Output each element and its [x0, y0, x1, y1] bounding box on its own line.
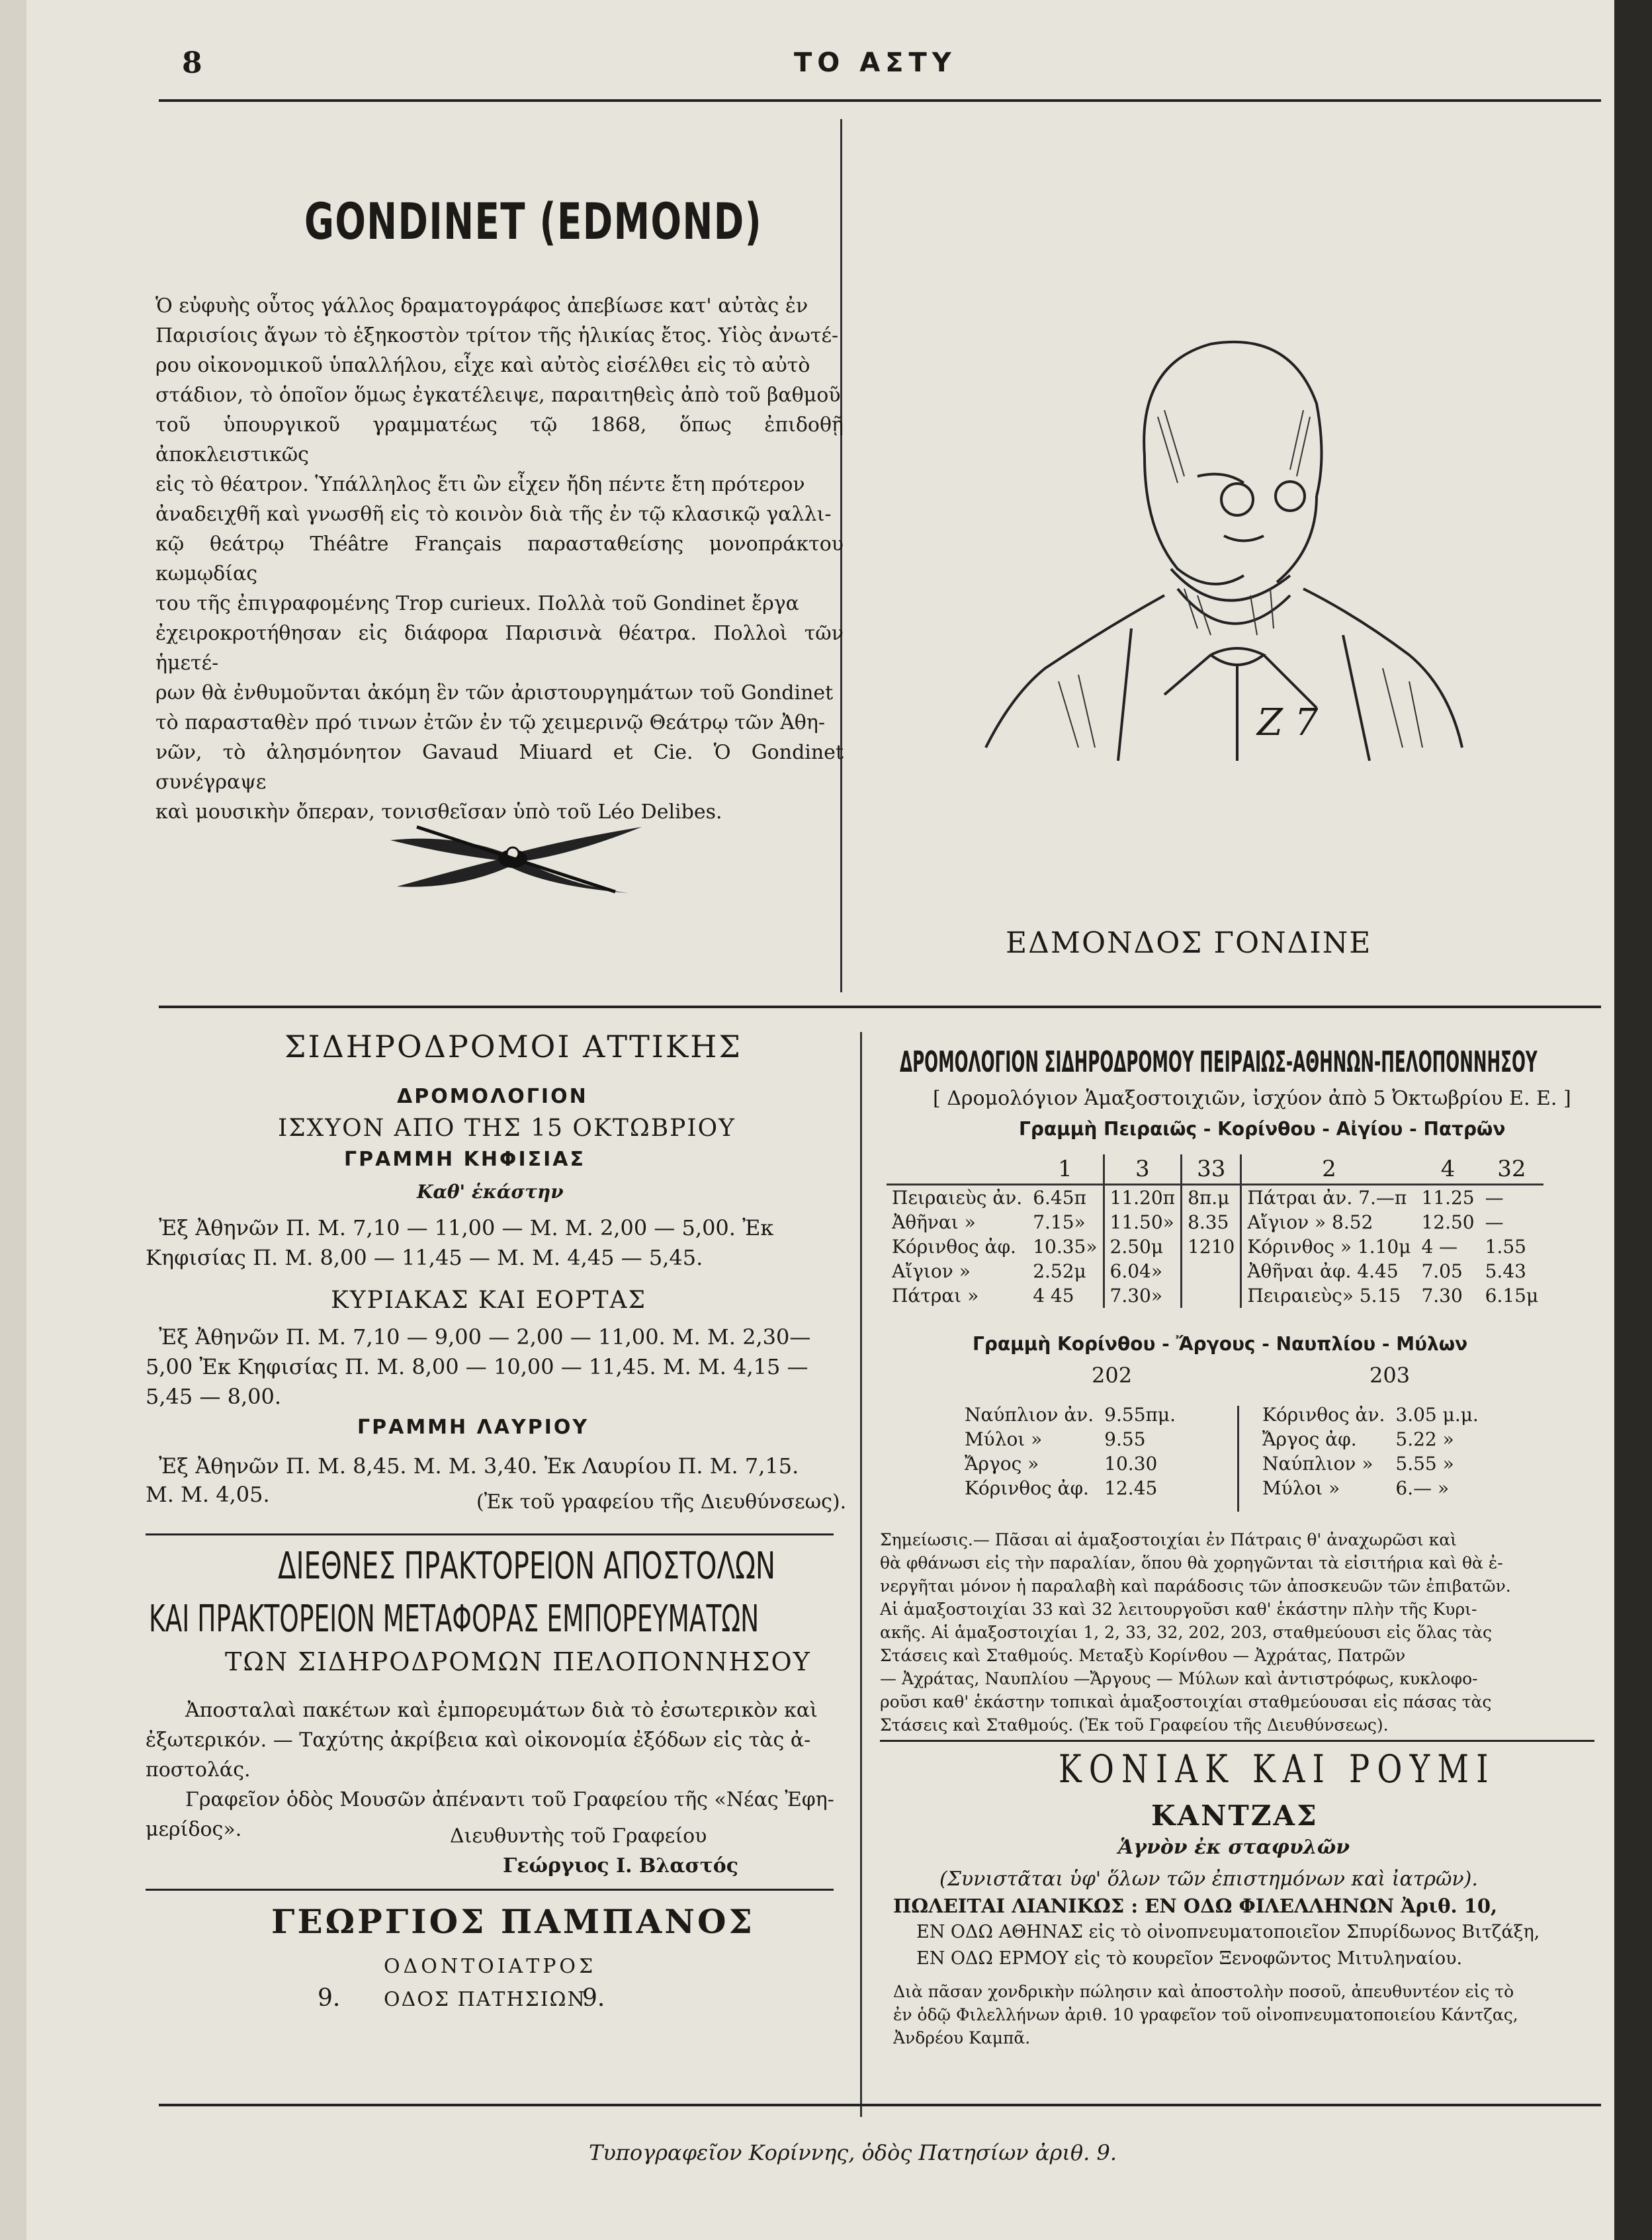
holidays-title: ΚΥΡΙΑΚΑΣ ΚΑΙ ΕΟΡΤΑΣ [331, 1287, 646, 1314]
time-cell: 6.04» [1104, 1259, 1182, 1283]
cognac-sale-line: ΕΝ ΟΔΩ ΑΘΗΝΑΣ εἰς τὸ οἰνοπνευματοποιεῖον Σπυρίδωνος Βιτζάξη, [916, 1922, 1540, 1942]
station-cell: Πειραιεὺς ἀν. [892, 1187, 1023, 1209]
time-cell: 5.22 » [1395, 1428, 1454, 1450]
time-cell: 10.30 [1104, 1453, 1158, 1475]
table-row [1257, 1451, 1484, 1476]
train-203-label: 203 [1369, 1363, 1411, 1388]
cognac-wholesale-line: ἐν ὁδῷ Φιλελλήνων ἀριθ. 10 γραφεῖον τοῦ οἰνοπνευματοποιείου Κάντζας, [893, 2005, 1518, 2024]
agency-director-name: Γεώργιος Ι. Βλαστός [503, 1854, 739, 1877]
note-line: νεργῆται μόνον ἡ παραλαβὴ καὶ παράδοσις τῶν ἀποσκευῶν τῶν ἐπιβατῶν. [880, 1576, 1511, 1596]
corinth-mylon-line-title: Γραμμὴ Κορίνθου - Ἄργους - Ναυπλίου - Μύλων [973, 1333, 1468, 1355]
time-cell: 4 45 [1033, 1285, 1074, 1307]
time-cell: 5.55 » [1395, 1453, 1454, 1475]
time-cell [1182, 1283, 1241, 1308]
scan-edge [1614, 0, 1652, 2240]
time-cell [1182, 1259, 1241, 1283]
time-cell: 8.35 [1182, 1210, 1241, 1234]
table-row [959, 1427, 1181, 1451]
cognac-wholesale-line: Ἀνδρέου Καμπᾶ. [893, 2028, 1031, 2047]
lavrio-line-title: ΓΡΑΜΜΗ ΛΑΥΡΙΟΥ [357, 1416, 589, 1439]
note-line: Στάσεις καὶ Σταθμούς. Μεταξὺ Κορίνθου — Ἀχράτας, Πατρῶν [880, 1646, 1406, 1665]
cognac-sale-line: ΕΝ ΟΔΩ ΕΡΜΟΥ εἰς τὸ κουρεῖον Ξενοφῶντος Μιτυληναίου. [916, 1948, 1463, 1969]
lavrio-source: (Ἐκ τοῦ γραφείου τῆς Διευθύνσεως). [476, 1490, 847, 1514]
article-line: καὶ μουσικὴν ὄπεραν, τονισθεῖσαν ὑπὸ τοῦ Léo Delibes. [155, 800, 722, 824]
cognac-recommend: (Συνιστᾶται ὑφ' ὅλων τῶν ἐπιστημόνων καὶ ἰατρῶν). [939, 1868, 1478, 1891]
note-line: Σημείωσις.— Πᾶσαι αἱ ἁμαξοστοιχίαι ἐν Πάτραις θ' ἀναχωρῶσι καὶ [880, 1530, 1457, 1549]
article-line: ἐχειροκροτήθησαν εἰς διάφορα Παρισινὰ θέατρα. Πολλοὶ τῶν ἡμετέ- [155, 622, 844, 675]
dentist-title: ΟΔΟΝΤΟΙΑΤΡΟΣ [384, 1955, 597, 1978]
attiki-valid: ΙΣΧΥΟΝ ΑΠΟ ΤΗΣ 15 ΟΚΤΩΒΡΙΟΥ [278, 1115, 736, 1142]
time-cell: 3.05 μ.μ. [1395, 1404, 1479, 1426]
note-line: ακῆς. Αἱ ἁμαξοστοιχίαι 1, 2, 33, 32, 202, 203, σταθμεύουσι εἰς ὅλας τὰς [880, 1623, 1493, 1642]
station-cell: Μύλοι » [965, 1428, 1043, 1450]
cognac-brand: ΚΑΝΤΖΑΣ [1151, 1799, 1319, 1832]
portrait-caption: ΕΔΜΟΝΔΟΣ ΓΟΝΔΙΝΕ [1006, 926, 1372, 960]
table-row [959, 1402, 1181, 1427]
corinth-mylon-table-right [1257, 1402, 1484, 1500]
holidays-row: Ἐξ Ἀθηνῶν Π. Μ. 7,10 — 9,00 — 2,00 — 11,00. Μ. Μ. 2,30— [159, 1324, 811, 1350]
cognac-wholesale-line: Διὰ πᾶσαν χονδρικὴν πώλησιν καὶ ἀποστολὴν ποσοῦ, ἀπευθυντέον εἰς τὸ [893, 1982, 1514, 2001]
peloponnese-title: ΔΡΟΜΟΛΟΓΙΟΝ ΣΙΔΗΡΟΔΡΟΜΟΥ ΠΕΙΡΑΙΩΣ-ΑΘΗΝΩΝ-ΠΕΛΟΠΟΝΝΗΣΟΥ [900, 1045, 1538, 1079]
time-cell: — [1485, 1187, 1504, 1209]
station-cell: Ἀθῆναι » [892, 1211, 976, 1233]
insect-ornament-icon [377, 814, 655, 900]
article-line: Παρισίοις ἄγων τὸ ἑξηκοστὸν τρίτον τῆς ἡλικίας ἔτος. Υἱὸς ἀνωτέ- [155, 324, 839, 347]
article-line: κῷ θεάτρῳ Théâtre Français παρασταθείσης μονοπράκτου κωμῳδίας [155, 533, 844, 585]
train-number: 3 [1104, 1154, 1182, 1185]
lavrio-row: Ἐξ Ἀθηνῶν Π. Μ. 8,45. Μ. Μ. 3,40. Ἐκ Λαυρίου Π. Μ. 7,15. [159, 1453, 799, 1479]
newspaper-title: ΤΟ ΑΣΤΥ [794, 48, 957, 78]
notes-rule [880, 1740, 1594, 1742]
article-line: εἰς τὸ θέατρον. Ὑπάλληλος ἔτι ὢν εἶχεν ἤδη πέντε ἔτη πρότερον [155, 473, 805, 496]
table-row [887, 1259, 1543, 1283]
time-cell: 7.15» [1033, 1211, 1086, 1233]
timetable-header-row [887, 1154, 1543, 1185]
note-line: — Ἀχράτας, Ναυπλίου —Ἄργους — Μύλων καὶ ἀντιστρόφως, κυκλοφο- [880, 1669, 1478, 1688]
time-cell: 12.50 [1421, 1211, 1475, 1233]
time-cell: 9.55 [1104, 1428, 1146, 1450]
time-cell: 11.20π [1104, 1185, 1182, 1211]
time-cell: 8π.μ [1182, 1185, 1241, 1211]
table-row [1257, 1402, 1484, 1427]
station-cell: Ἄργος » [965, 1453, 1039, 1475]
article-line: νῶν, τὸ ἀλησμόνητον Gavaud Miuard et Cie. Ὁ Gondinet συνέγραψε [155, 741, 844, 794]
article-line: του τῆς ἐπιγραφομένης Trop curieux. Πολλὰ τοῦ Gondinet ἔργα [155, 592, 799, 615]
agency-rule [146, 1889, 834, 1891]
time-cell: 7.30 [1421, 1285, 1463, 1307]
attiki-subtitle: ΔΡΟΜΟΛΟΓΙΟΝ [397, 1085, 588, 1108]
time-cell: 9.55πμ. [1104, 1404, 1176, 1426]
article-line: ἀναδειχθῆ καὶ γνωσθῆ εἰς τὸ κοινὸν διὰ τῆς ἐν τῷ κλασικῷ γαλλι- [155, 503, 832, 526]
printer-imprint: Τυπογραφεῖον Κορίννης, ὁδὸς Πατησίων ἀριθ. 9. [589, 2140, 1117, 2165]
station-time-cell: Πάτραι ἀν. 7.—π [1241, 1185, 1416, 1211]
article-line: τὸ παρασταθὲν πρό τινων ἐτῶν ἐν τῷ χειμερινῷ Θεάτρῳ τῶν Ἀθη- [155, 711, 825, 734]
note-line: Στάσεις καὶ Σταθμούς. (Ἐκ τοῦ Γραφείου τῆς Διευθύνσεως). [880, 1715, 1389, 1735]
station-cell: Αἴγιον » [892, 1260, 971, 1282]
peloponnese-subtitle: [ Δρομολόγιον Ἁμαξοστοιχιῶν, ἰσχύον ἀπὸ 5 Ὀκτωβρίου Ε. Ε. ] [933, 1087, 1571, 1110]
dentist-name: ΓΕΩΡΓΙΟΣ ΠΑΜΠΑΝΟΣ [271, 1902, 755, 1941]
attiki-rule [146, 1533, 834, 1535]
agency-body: ποστολάς. [146, 1758, 251, 1782]
agency-body: ἐξωτερικόν. — Ταχύτης ἀκρίβεια καὶ οἰκονομία ἐξόδων εἰς τὰς ἀ- [146, 1729, 811, 1752]
article-line: Ὁ εὐφυὴς οὗτος γάλλος δραματογράφος ἀπεβίωσε κατ' αὐτὰς ἐν [155, 294, 808, 318]
note-line: Αἱ ἁμαξοστοιχίαι 33 καὶ 32 λειτουργοῦσι καθ' ἑκάστην πλὴν τῆς Κυρι- [880, 1600, 1477, 1619]
note-line: θὰ φθάνωσι εἰς τὴν παραλίαν, ὅπου θὰ χορηγῶνται τὰ εἰσιτήρια καὶ θὰ ἐ- [880, 1553, 1503, 1572]
time-cell: 12.45 [1104, 1477, 1158, 1499]
time-cell: 10.35» [1033, 1236, 1098, 1258]
time-cell: 2.50μ [1104, 1234, 1182, 1259]
section-rule [159, 1006, 1601, 1008]
kifisia-row: Ἐξ Ἀθηνῶν Π. Μ. 7,10 — 11,00 — Μ. Μ. 2,00 — 5,00. Ἐκ [159, 1215, 774, 1240]
table-row [959, 1476, 1181, 1500]
table-row [887, 1283, 1543, 1308]
station-cell: Κόρινθος ἀφ. [892, 1236, 1016, 1258]
station-cell: Πάτραι » [892, 1285, 979, 1307]
column-divider-bottom [860, 1032, 862, 2117]
article-body [155, 291, 844, 827]
note-line: ροῦσι καθ' ἑκάστην τοπικαὶ ἁμαξοστοιχίαι σταθμεύουσαι εἰς πάσας τὰς [880, 1692, 1492, 1711]
cognac-tagline: Ἁγνὸν ἐκ σταφυλῶν [1118, 1836, 1350, 1859]
lavrio-row: Μ. Μ. 4,05. [146, 1482, 270, 1507]
kifisia-line-title: ΓΡΑΜΜΗ ΚΗΦΙΣΙΑΣ [344, 1148, 586, 1171]
time-cell: 5.43 [1485, 1260, 1526, 1282]
table-row [1257, 1427, 1484, 1451]
time-cell: 7.05 [1421, 1260, 1463, 1282]
time-cell: 6.15μ [1485, 1285, 1539, 1307]
table-row [1257, 1476, 1484, 1500]
article-line: ρων θὰ ἐνθυμοῦνται ἀκόμη ἓν τῶν ἀριστουργημάτων τοῦ Gondinet [155, 681, 834, 705]
time-cell: 6.— » [1395, 1477, 1450, 1499]
train-number: 1 [1027, 1154, 1104, 1185]
station-cell: Κόρινθος ἀν. [1262, 1404, 1385, 1426]
timetable-divider [1237, 1406, 1239, 1512]
page-number: 8 [182, 46, 202, 80]
time-cell: 11.25 [1421, 1187, 1475, 1209]
table-row [959, 1451, 1181, 1476]
train-number: 32 [1480, 1154, 1544, 1185]
train-202-label: 202 [1092, 1363, 1133, 1388]
cognac-sale-line: ΠΩΛΕΙΤΑΙ ΛΙΑΝΙΚΩΣ : ΕΝ ΟΔΩ ΦΙΛΕΛΛΗΝΩΝ Ἀριθ. 10, [893, 1895, 1498, 1917]
piraeus-patras-table [887, 1154, 1543, 1308]
time-cell: 7.30» [1104, 1283, 1182, 1308]
station-time-cell: Κόρινθος » 1.10μ [1241, 1234, 1416, 1259]
station-time-cell: Πειραιεὺς» 5.15 [1241, 1283, 1416, 1308]
dentist-address-number: 9. [318, 1985, 341, 2012]
time-cell: 1.55 [1485, 1236, 1526, 1258]
article-line: ρου οἰκονομικοῦ ὑπαλλήλου, εἶχε καὶ αὐτὸς εἰσέλθει εἰς τὸ αὐτὸ [155, 354, 810, 377]
station-time-cell: Αἴγιον » 8.52 [1241, 1210, 1416, 1234]
article-title: GONDINET (EDMOND) [304, 192, 763, 251]
article-line: τοῦ ὑπουργικοῦ γραμματέως τῷ 1868, ὅπως ἐπιδοθῇ ἀποκλειστικῶς [155, 413, 844, 466]
kifisia-daily: Καθ' ἑκάστην [417, 1181, 564, 1203]
station-cell: Κόρινθος ἀφ. [965, 1477, 1089, 1499]
corinth-mylon-table-left [959, 1402, 1181, 1500]
holidays-row: 5,00 Ἐκ Κηφισίας Π. Μ. 8,00 — 10,00 — 11,45. Μ. Μ. 4,15 — [146, 1354, 808, 1379]
cognac-title: ΚΟΝΙΑΚ ΚΑΙ ΡΟΥΜΙ [1059, 1746, 1496, 1791]
time-cell: 6.45π [1033, 1187, 1086, 1209]
portrait-signature: Ζ 7 [1257, 701, 1319, 744]
agency-address: Γραφεῖον ὁδὸς Μουσῶν ἀπέναντι τοῦ Γραφείου τῆς «Νέας Ἐφη- [185, 1788, 834, 1811]
time-cell: 2.52μ [1033, 1260, 1086, 1282]
agency-address: μερίδος». [146, 1818, 242, 1841]
dentist-address-number: 9. [582, 1985, 605, 2012]
footer-rule [159, 2104, 1601, 2106]
piraeus-patras-line-title: Γραμμὴ Πειραιῶς - Κορίνθου - Αἰγίου - Πατρῶν [1019, 1118, 1506, 1140]
train-number: 2 [1241, 1154, 1416, 1185]
time-cell: 11.50» [1104, 1210, 1182, 1234]
time-cell: 4 — [1421, 1236, 1458, 1258]
portrait-drawing [946, 284, 1489, 761]
table-row [887, 1234, 1543, 1259]
station-cell: Ναύπλιον ἀν. [965, 1404, 1094, 1426]
holidays-row: 5,45 — 8,00. [146, 1384, 282, 1409]
article-line: στάδιον, τὸ ὁποῖον ὅμως ἐγκατέλειψε, παραιτηθεὶς ἀπὸ τοῦ βαθμοῦ [155, 384, 841, 407]
newspaper-page [26, 0, 1614, 2240]
time-cell: 1210 [1182, 1234, 1241, 1259]
station-cell: Ἄργος ἀφ. [1262, 1428, 1357, 1450]
agency-title-1: ΔΙΕΘΝΕΣ ΠΡΑΚΤΟΡΕΙΟΝ ΑΠΟΣΤΟΛΩΝ [278, 1545, 776, 1588]
station-time-cell: Ἀθῆναι ἀφ. 4.45 [1241, 1259, 1416, 1283]
kifisia-row: Κηφισίας Π. Μ. 8,00 — 11,45 — Μ. Μ. 4,45 — 5,45. [146, 1245, 703, 1270]
dentist-address: ΟΔΟΣ ΠΑΤΗΣΙΩΝ [384, 1988, 586, 2011]
station-cell: Μύλοι » [1262, 1477, 1340, 1499]
agency-title-3: ΤΩΝ ΣΙΔΗΡΟΔΡΟΜΩΝ ΠΕΛΟΠΟΝΝΗΣΟΥ [225, 1647, 811, 1676]
time-cell: — [1485, 1211, 1504, 1233]
header-rule [159, 99, 1601, 102]
agency-body: Ἀποσταλαὶ πακέτων καὶ ἐμπορευμάτων διὰ τὸ ἐσωτερικὸν καὶ [185, 1699, 818, 1722]
table-row [887, 1210, 1543, 1234]
agency-title-2: ΚΑΙ ΠΡΑΚΤΟΡΕΙΟΝ ΜΕΤΑΦΟΡΑΣ ΕΜΠΟΡΕΥΜΑΤΩΝ [149, 1598, 760, 1641]
agency-director: Διευθυντὴς τοῦ Γραφείου [450, 1825, 707, 1848]
train-number: 4 [1416, 1154, 1479, 1185]
station-cell: Ναύπλιον » [1262, 1453, 1373, 1475]
peloponnese-notes [880, 1528, 1588, 1737]
train-number: 33 [1182, 1154, 1241, 1185]
attiki-title: ΣΙΔΗΡΟΔΡΟΜΟΙ ΑΤΤΙΚΗΣ [284, 1029, 742, 1064]
table-row [887, 1185, 1543, 1211]
